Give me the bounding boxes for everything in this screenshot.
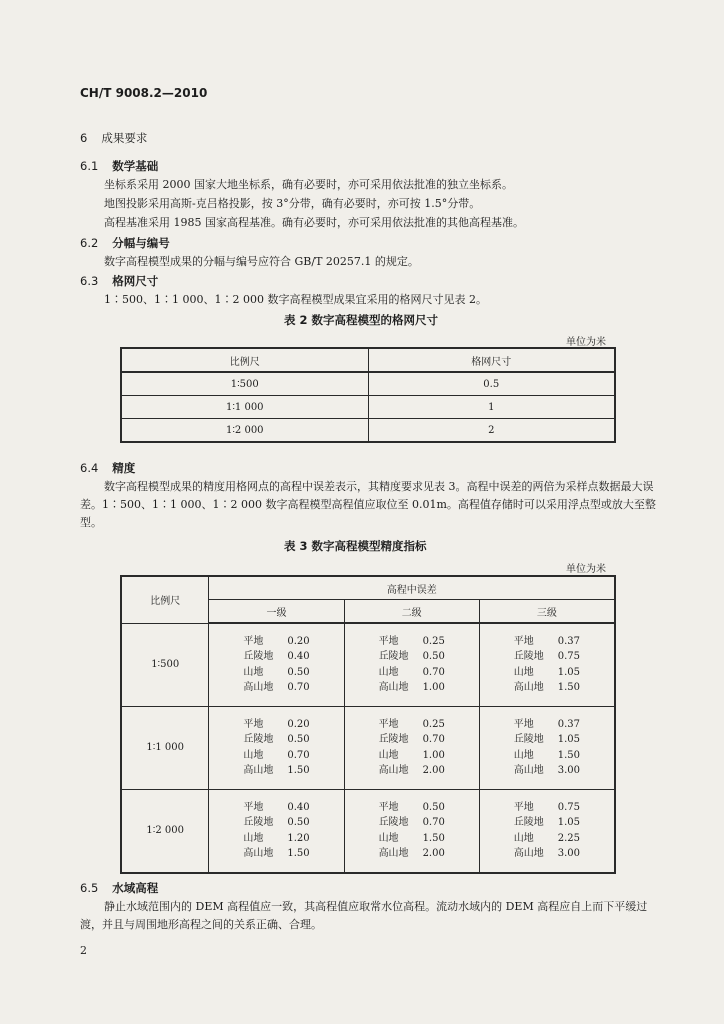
terrain-error-value: 2.00 (422, 848, 445, 859)
terrain-name: 平地 (513, 718, 534, 730)
terrain-name: 丘陵地 (243, 817, 274, 828)
section-6-1-title: 数学基础 (112, 159, 159, 173)
terrain-error-value: 0.40 (287, 651, 310, 663)
table-3-cell (209, 789, 344, 873)
terrain-row (514, 846, 580, 862)
terrain-error-value: 1.50 (422, 832, 445, 844)
section-6-3-heading (80, 273, 158, 289)
table-3-cell (344, 789, 479, 873)
terrain-error-value: 0.20 (287, 635, 310, 647)
terrain-row (243, 649, 309, 665)
terrain-row (514, 680, 580, 696)
terrain-error-value: 0.25 (422, 718, 445, 730)
terrain-list (243, 800, 309, 862)
terrain-error-value: 1.05 (557, 666, 581, 678)
terrain-name: 丘陵地 (243, 734, 274, 745)
terrain-list (243, 717, 309, 779)
section-6-2-line: 数字高程模型成果的分幅与编号应符合 GB/T 20257.1 的规定。 (104, 255, 419, 268)
table-2-size-1: 0.5 (368, 372, 615, 396)
terrain-row (379, 815, 445, 831)
terrain-list (514, 717, 580, 779)
table-3-cell (479, 789, 615, 873)
terrain-name: 丘陵地 (513, 651, 544, 663)
terrain-name: 平地 (378, 635, 399, 647)
terrain-row (514, 800, 580, 816)
terrain-error-value: 3.00 (557, 765, 581, 776)
section-6-3-title: 格网尺寸 (112, 274, 159, 288)
table-3-cell (209, 706, 344, 789)
table-3-level-1: 一级 (209, 600, 344, 624)
terrain-error-value: 1.00 (422, 749, 445, 761)
table-2-scale-3: 1∶2 000 (121, 419, 368, 443)
terrain-row (514, 831, 580, 847)
terrain-name: 山地 (513, 749, 534, 761)
terrain-error-value: 2.00 (422, 765, 445, 776)
terrain-error-value: 1.50 (287, 765, 310, 776)
terrain-name: 高山地 (513, 765, 544, 776)
section-6-5-title: 水域高程 (112, 881, 159, 895)
terrain-error-value: 1.50 (287, 848, 310, 859)
terrain-row (379, 732, 445, 748)
table-row (121, 372, 615, 396)
terrain-name: 平地 (243, 635, 264, 647)
terrain-name: 山地 (378, 666, 399, 678)
terrain-row (379, 800, 445, 816)
terrain-error-value: 0.50 (422, 651, 445, 663)
table-2-scale-1: 1∶500 (121, 372, 368, 396)
table-3-caption: 表 3 数字高程模型精度指标 (284, 539, 427, 553)
terrain-row (243, 831, 309, 847)
terrain-row (514, 815, 580, 831)
terrain-row (379, 717, 445, 733)
terrain-error-value: 0.50 (422, 801, 445, 813)
terrain-error-value: 1.05 (557, 817, 581, 828)
table-3-header-group: 高程中误差 (209, 576, 615, 600)
section-6-number: 6 (80, 131, 88, 145)
standard-code: CH/T 9008.2—2010 (80, 86, 208, 100)
section-6-1-number: 6.1 (80, 159, 99, 173)
terrain-name: 平地 (378, 718, 399, 730)
terrain-error-value: 0.70 (422, 734, 445, 745)
terrain-name: 平地 (378, 801, 399, 813)
terrain-name: 高山地 (378, 682, 409, 694)
table-row (121, 706, 615, 789)
terrain-error-value: 0.37 (557, 635, 581, 647)
terrain-row (379, 649, 445, 665)
terrain-row (379, 680, 445, 696)
terrain-name: 丘陵地 (243, 651, 274, 663)
terrain-name: 山地 (243, 666, 264, 678)
section-6-4-paragraph: 数字高程模型成果的精度用格网点的高程中误差表示，其精度要求见表 3。高程中误差的两倍为采样点数据最大误差。1∶500、1∶1 000、1∶2 000 数字高程模型高程值应取位至 0.01m。高程值存储时可以采用浮点型或放大至整型。 (80, 480, 656, 529)
terrain-name: 山地 (243, 832, 264, 844)
terrain-error-value: 1.05 (557, 734, 581, 745)
terrain-name: 丘陵地 (378, 734, 409, 745)
terrain-name: 高山地 (378, 765, 409, 776)
terrain-error-value: 0.75 (557, 801, 581, 813)
terrain-name: 高山地 (513, 848, 544, 859)
terrain-row (514, 717, 580, 733)
terrain-row (514, 763, 580, 779)
table-3-level-3: 三级 (479, 600, 615, 624)
terrain-name: 丘陵地 (513, 817, 544, 828)
terrain-error-value: 1.50 (557, 682, 581, 694)
section-6-3-number: 6.3 (80, 274, 99, 288)
terrain-error-value: 0.40 (287, 801, 310, 813)
table-2-unit: 单位为米 (566, 337, 606, 348)
terrain-error-value: 0.50 (287, 817, 310, 828)
table-row (121, 623, 615, 706)
page-number: 2 (80, 944, 87, 957)
section-6-2-heading (80, 235, 170, 251)
terrain-list (379, 800, 445, 862)
terrain-error-value: 1.00 (422, 682, 445, 694)
terrain-row (243, 665, 309, 681)
terrain-list (243, 634, 309, 696)
table-3-cell (344, 706, 479, 789)
terrain-error-value: 0.70 (422, 666, 445, 678)
terrain-row (379, 831, 445, 847)
terrain-error-value: 0.50 (287, 734, 310, 745)
section-6-4-title: 精度 (112, 461, 136, 475)
terrain-error-value: 0.25 (422, 635, 445, 647)
terrain-name: 高山地 (243, 682, 274, 694)
terrain-row (514, 665, 580, 681)
section-6-4-number: 6.4 (80, 461, 99, 475)
terrain-row (379, 763, 445, 779)
section-6-2-number: 6.2 (80, 236, 99, 250)
section-6-5-heading (80, 880, 158, 896)
table-2-header-size: 格网尺寸 (368, 348, 615, 372)
section-6-title: 成果要求 (101, 131, 148, 145)
terrain-error-value: 3.00 (557, 848, 581, 859)
terrain-list (514, 800, 580, 862)
table-3-level-2: 二级 (344, 600, 479, 624)
terrain-error-value: 0.75 (557, 651, 581, 663)
terrain-row (379, 634, 445, 650)
table-row (121, 396, 615, 419)
table-3-cell (479, 706, 615, 789)
terrain-row (379, 846, 445, 862)
table-2-size-3: 2 (368, 419, 615, 443)
terrain-row (243, 763, 309, 779)
terrain-list (379, 634, 445, 696)
terrain-error-value: 0.50 (287, 666, 310, 678)
terrain-name: 平地 (513, 801, 534, 813)
terrain-error-value: 1.20 (287, 832, 310, 844)
terrain-error-value: 0.37 (557, 718, 581, 730)
terrain-list (514, 634, 580, 696)
terrain-error-value: 0.70 (287, 682, 310, 694)
section-6-1-heading (80, 158, 158, 174)
table-3-cell (479, 623, 615, 706)
accuracy-table (120, 575, 616, 874)
section-6-heading (80, 130, 147, 146)
terrain-row (243, 634, 309, 650)
terrain-name: 山地 (378, 749, 399, 761)
terrain-name: 平地 (243, 718, 264, 730)
table-2-header-scale: 比例尺 (121, 348, 368, 372)
terrain-name: 高山地 (243, 765, 274, 776)
table-2-size-2: 1 (368, 396, 615, 419)
terrain-list (379, 717, 445, 779)
terrain-row (243, 717, 309, 733)
terrain-error-value: 0.70 (287, 749, 310, 761)
section-6-3-line: 1∶500、1∶1 000、1∶2 000 数字高程模型成果宜采用的格网尺寸见表 2。 (104, 293, 487, 306)
section-6-5-paragraph: 静止水域范围内的 DEM 高程值应一致，其高程值应取常水位高程。流动水域内的 DEM 高程应自上而下平缓过渡，并且与周围地形高程之间的关系正确、合理。 (80, 900, 648, 931)
table-3-unit: 单位为米 (566, 564, 606, 575)
table-3-cell (344, 623, 479, 706)
terrain-error-value: 2.25 (557, 832, 581, 844)
table-row (121, 419, 615, 443)
terrain-name: 高山地 (513, 682, 544, 694)
table-row (121, 789, 615, 873)
terrain-row (243, 680, 309, 696)
terrain-name: 山地 (513, 832, 534, 844)
terrain-row (379, 665, 445, 681)
table-3-scale: 1∶2 000 (121, 789, 209, 873)
section-6-1-line-2: 地图投影采用高斯-克吕格投影，按 3°分带，确有必要时，亦可按 1.5°分带。 (104, 197, 481, 210)
terrain-name: 山地 (378, 832, 399, 844)
terrain-row (243, 800, 309, 816)
table-3-scale: 1∶500 (121, 623, 209, 706)
table-3-cell (209, 623, 344, 706)
section-6-1-line-3: 高程基准采用 1985 国家高程基准。确有必要时，亦可采用依法批准的其他高程基准。 (104, 216, 524, 229)
terrain-row (514, 634, 580, 650)
table-3-scale: 1∶1 000 (121, 706, 209, 789)
terrain-name: 高山地 (378, 848, 409, 859)
terrain-name: 山地 (243, 749, 264, 761)
terrain-error-value: 0.20 (287, 718, 310, 730)
terrain-row (514, 649, 580, 665)
terrain-row (514, 732, 580, 748)
terrain-name: 高山地 (243, 848, 274, 859)
terrain-row (514, 748, 580, 764)
terrain-name: 山地 (513, 666, 534, 678)
terrain-row (243, 732, 309, 748)
table-2-caption: 表 2 数字高程模型的格网尺寸 (284, 313, 439, 327)
terrain-row (243, 815, 309, 831)
terrain-name: 丘陵地 (378, 817, 409, 828)
terrain-name: 平地 (513, 635, 534, 647)
terrain-error-value: 1.50 (557, 749, 581, 761)
terrain-row (379, 748, 445, 764)
terrain-name: 丘陵地 (378, 651, 409, 663)
section-6-5-number: 6.5 (80, 881, 99, 895)
terrain-name: 丘陵地 (513, 734, 544, 745)
section-6-1-line-1: 坐标系采用 2000 国家大地坐标系，确有必要时，亦可采用依法批准的独立坐标系。 (104, 178, 513, 191)
section-6-2-title: 分幅与编号 (112, 236, 170, 250)
table-2-scale-2: 1∶1 000 (121, 396, 368, 419)
section-6-4-heading (80, 460, 135, 476)
grid-size-table (120, 347, 616, 443)
terrain-row (243, 846, 309, 862)
terrain-error-value: 0.70 (422, 817, 445, 828)
table-3-header-scale: 比例尺 (121, 576, 209, 623)
terrain-row (243, 748, 309, 764)
terrain-name: 平地 (243, 801, 264, 813)
